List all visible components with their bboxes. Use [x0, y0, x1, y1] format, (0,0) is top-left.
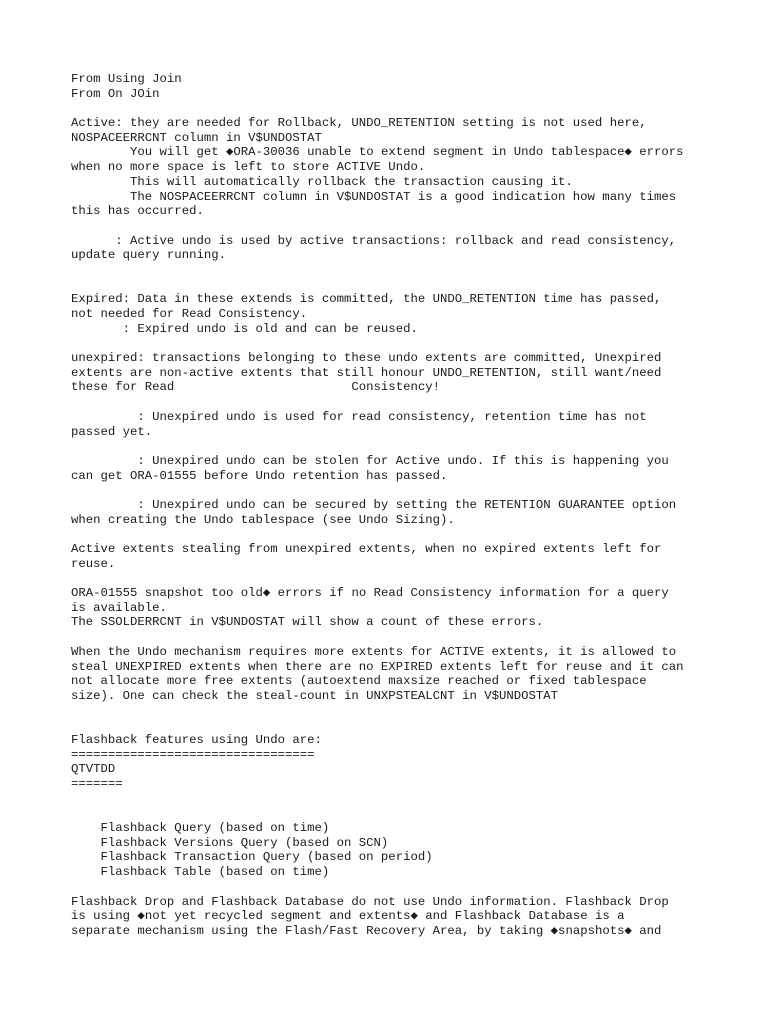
- text-line: Flashback Drop and Flashback Database do not use Undo information. Flashback Drop: [71, 894, 669, 909]
- text-line: The SSOLDERRCNT in V$UNDOSTAT will show a count of these errors.: [71, 615, 544, 630]
- text-line: when creating the Undo tablespace (see Undo Sizing).: [71, 512, 455, 527]
- text-line: Flashback Table (based on time): [71, 865, 330, 880]
- text-line: : Unexpired undo can be secured by setting the RETENTION GUARANTEE option: [71, 497, 677, 512]
- text-line: From Using Join: [71, 72, 182, 86]
- text-line: Flashback Query (based on time): [71, 821, 330, 836]
- text-line: [71, 630, 711, 645]
- text-line: Active: they are needed for Rollback, UNDO_RETENTION setting is not used here,: [71, 116, 647, 131]
- text-line: steal UNEXPIRED extents when there are no EXPIRED extents left for reuse and it can: [71, 659, 684, 674]
- text-line: =======: [71, 777, 123, 791]
- text-line: [71, 718, 711, 733]
- text-line: reuse.: [71, 556, 116, 571]
- text-line: : Unexpired undo can be stolen for Active undo. If this is happening you: [71, 453, 669, 468]
- document-page: [71, 72, 711, 939]
- text-line: [71, 439, 711, 454]
- text-line: [71, 219, 711, 234]
- text-line: is available.: [71, 600, 167, 615]
- text-line: [71, 792, 711, 807]
- text-line: [71, 278, 711, 293]
- text-line: not needed for Read Consistency.: [71, 307, 308, 321]
- text-line: Flashback Transaction Query (based on period): [71, 850, 433, 865]
- text-line: this has occurred.: [71, 204, 204, 219]
- text-line: Expired: Data in these extends is committed, the UNDO_RETENTION time has passed,: [71, 292, 662, 307]
- text-line: NOSPACEERRCNT column in V$UNDOSTAT: [71, 130, 322, 145]
- text-line: can get ORA-01555 before Undo retention has passed.: [71, 468, 448, 483]
- text-line: [71, 395, 711, 410]
- text-line: Flashback Versions Query (based on SCN): [71, 835, 389, 850]
- text-line: separate mechanism using the Flash/Fast Recovery Area, by taking ◆snapshots◆ and: [71, 923, 662, 938]
- text-line: [71, 483, 711, 498]
- text-line: [71, 880, 711, 895]
- text-line: when no more space is left to store ACTIVE Undo.: [71, 160, 426, 175]
- text-line: The NOSPACEERRCNT column in V$UNDOSTAT is a good indication how many times: [71, 189, 677, 204]
- text-line: extents are non-active extents that still honour UNDO_RETENTION, still want/need: [71, 365, 662, 380]
- text-line: not allocate more free extents (autoextend maxsize reached or fixed tablespace: [71, 674, 647, 689]
- text-line: You will get ◆ORA-30036 unable to extend segment in Undo tablespace◆ errors: [71, 145, 684, 160]
- text-line: Active extents stealing from unexpired extents, when no expired extents left for: [71, 542, 662, 556]
- text-line: Flashback features using Undo are:: [71, 732, 322, 747]
- text-line: =================================: [71, 747, 315, 762]
- text-line: [71, 704, 711, 719]
- text-line: [71, 263, 711, 278]
- text-line: [71, 571, 711, 586]
- text-line: unexpired: transactions belonging to these undo extents are committed, Unexpired: [71, 351, 662, 366]
- text-line: ORA-01555 snapshot too old◆ errors if no Read Consistency information for a query: [71, 586, 669, 601]
- text-line: : Expired undo is old and can be reused.: [71, 321, 418, 336]
- text-line: : Active undo is used by active transactions: rollback and read consistency,: [71, 233, 677, 248]
- text-line: update query running.: [71, 248, 226, 263]
- text-line: [71, 527, 711, 542]
- text-line: passed yet.: [71, 424, 153, 439]
- text-line: QTVTDD: [71, 762, 116, 777]
- text-line: From On JOin: [71, 86, 160, 101]
- text-line: these for Read Consistency!: [71, 380, 440, 395]
- text-line: When the Undo mechanism requires more extents for ACTIVE extents, it is allowed to: [71, 644, 677, 659]
- text-line: [71, 336, 711, 351]
- text-line: size). One can check the steal-count in UNXPSTEALCNT in V$UNDOSTAT: [71, 688, 559, 703]
- text-line: This will automatically rollback the transaction causing it.: [71, 174, 573, 189]
- text-line: : Unexpired undo is used for read consistency, retention time has not: [71, 409, 647, 424]
- text-line: [71, 806, 711, 821]
- text-line: [71, 101, 711, 116]
- text-line: is using ◆not yet recycled segment and extents◆ and Flashback Database is a: [71, 909, 625, 924]
